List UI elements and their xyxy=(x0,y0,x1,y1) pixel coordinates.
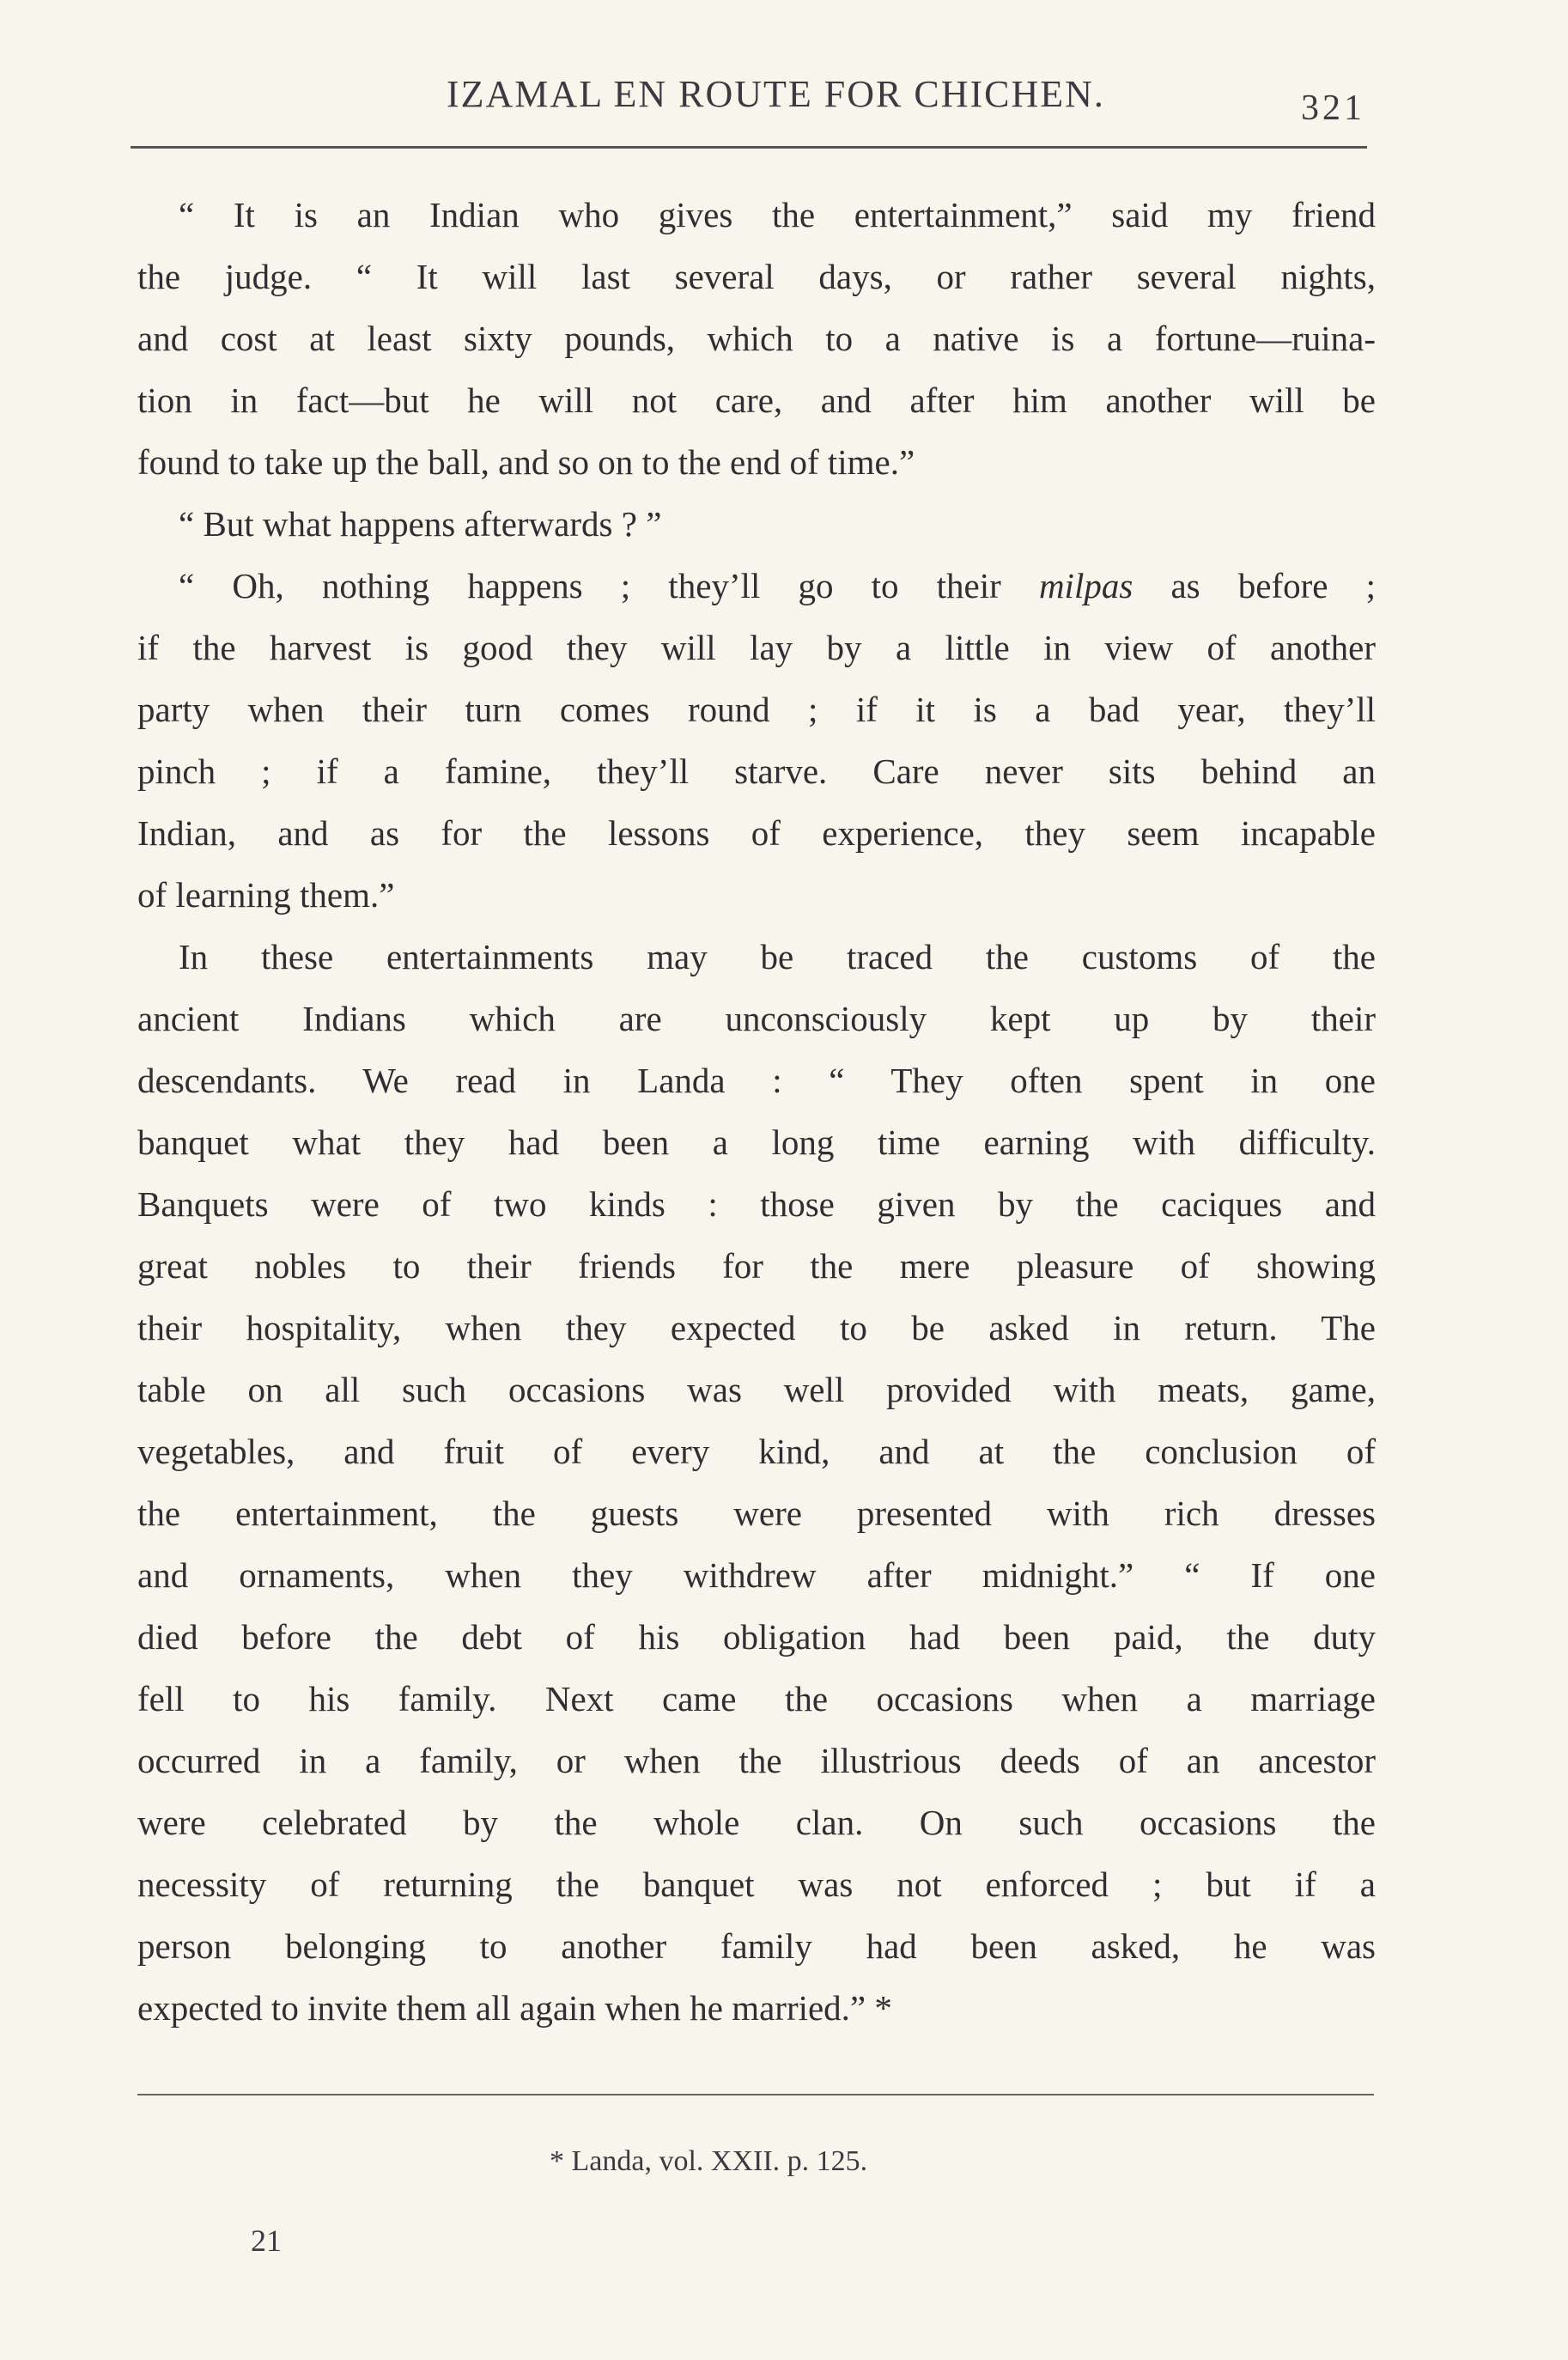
text-line: table on all such occasions was well provided with meats, game, xyxy=(137,1370,1376,1409)
text-line: the judge. “ It will last several days, or rather several nights, xyxy=(137,257,1376,296)
text-line: “ It is an Indian who gives the entertainment,” said my friend xyxy=(179,195,1376,234)
text-line: banquet what they had been a long time earning with difficulty. xyxy=(137,1122,1376,1162)
line-part: as before ; xyxy=(1133,566,1376,605)
text-line: party when their turn comes round ; if it is a bad year, they’ll xyxy=(137,690,1376,729)
text-line: pinch ; if a famine, they’ll starve. Care never sits behind an xyxy=(137,751,1376,791)
text-line: ancient Indians which are unconsciously kept up by their xyxy=(137,999,1376,1038)
text-line: died before the debt of his obligation had been paid, the duty xyxy=(137,1617,1376,1657)
text-line: tion in fact—but he will not care, and after him another will be xyxy=(137,380,1376,420)
text-line: necessity of returning the banquet was not enforced ; but if a xyxy=(137,1864,1376,1904)
text-line: were celebrated by the whole clan. On such occasions the xyxy=(137,1803,1376,1842)
footnote-rule xyxy=(137,2094,1374,2095)
text-line: great nobles to their friends for the mere pleasure of showing xyxy=(137,1246,1376,1286)
header-rule xyxy=(131,146,1367,149)
footnote: * Landa, vol. XXII. p. 125. xyxy=(550,2145,868,2177)
page-number: 321 xyxy=(1301,88,1365,128)
text-line-with-italic xyxy=(179,560,1376,611)
text-line: vegetables, and fruit of every kind, and at the conclusion of xyxy=(137,1432,1376,1471)
text-line: if the harvest is good they will lay by a little in view of another xyxy=(137,628,1376,667)
text-line: person belonging to another family had been asked, he was xyxy=(137,1926,1376,1966)
signature-mark: 21 xyxy=(251,2223,282,2258)
text-line: the entertainment, the guests were presented with rich dresses xyxy=(137,1493,1376,1533)
text-line: found to take up the ball, and so on to the end of time.” xyxy=(137,442,915,482)
text-line: expected to invite them all again when he married.” * xyxy=(137,1988,892,2028)
text-line: “ But what happens afterwards ? ” xyxy=(179,504,662,544)
text-line: fell to his family. Next came the occasions when a marriage xyxy=(137,1679,1376,1718)
text-line: Indian, and as for the lessons of experience, they seem incapable xyxy=(137,813,1376,853)
text-line: In these entertainments may be traced the customs of the xyxy=(179,937,1376,976)
running-head xyxy=(137,72,1383,132)
running-title: IZAMAL EN ROUTE FOR CHICHEN. xyxy=(447,73,1105,115)
text-line: and cost at least sixty pounds, which to a native is a fortune—ruina- xyxy=(137,319,1376,358)
line-part: “ Oh, nothing happens ; they’ll go to their xyxy=(179,566,1039,605)
text-line: Banquets were of two kinds : those given by the caciques and xyxy=(137,1184,1376,1224)
text-line: occurred in a family, or when the illustrious deeds of an ancestor xyxy=(137,1741,1376,1780)
text-line: of learning them.” xyxy=(137,875,395,915)
text-line: their hospitality, when they expected to be asked in return. The xyxy=(137,1308,1376,1347)
text-line: descendants. We read in Landa : “ They often spent in one xyxy=(137,1061,1376,1100)
text-line: and ornaments, when they withdrew after midnight.” “ If one xyxy=(137,1555,1376,1595)
italic-word-milpas: milpas xyxy=(1038,566,1133,605)
